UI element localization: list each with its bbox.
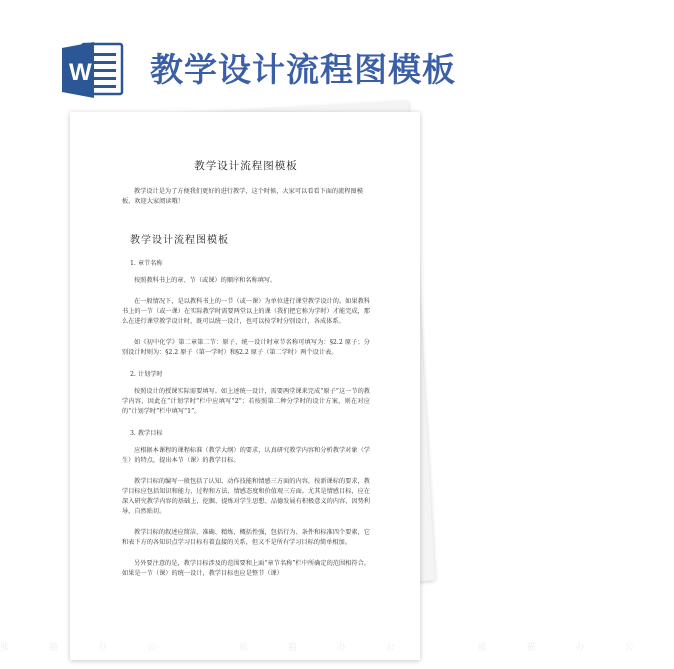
document-title: 教学设计流程图模板 [194, 160, 298, 172]
word-icon-letter: W [69, 59, 92, 86]
watermark-text: 熊猫办公 [0, 643, 197, 653]
paragraph: 教学目标的叙述应简洁、准确、精炼，概括性强，包括行为、条件和标准四个要素，它和表下方的各知识点学习目标有着直接的关系，但又不是所有学习目标的简单相加。 [122, 529, 370, 546]
section-heading-chapter-name: 1. 章节名称 [130, 260, 163, 267]
section-heading-teaching-goals: 3. 教学目标 [130, 430, 163, 437]
watermark-text: 熊猫办公 [477, 643, 674, 653]
watermark [0, 640, 674, 669]
document-page [70, 112, 420, 660]
paragraph: 按照设计的授课实际需要填写。如上述统一设计，需要两堂课来完成“原子”这一节的教学内容，因此在“计划学时”栏中应填写“2”；若按照第二种分学时的设计方案，则在对应的“计划学时”栏中填写“1”。 [122, 388, 370, 415]
paragraph: 按照教科书上的章、节（或课）的顺序和名称填写。 [134, 277, 277, 284]
paragraph: 在一般情况下，是以教科书上的一节（或一课）为单位进行课堂教学设计的。如果教科书上的一节（或一课）在实际教学时需要两堂以上的课（我们把它称为学时）才能完成，那么在进行课堂教学设计时，既可以统一设计，也可以按学时分别设计，各成体系。 [122, 298, 370, 325]
watermark-text: 熊猫办公 [238, 643, 435, 653]
paragraph: 教学目标的编写一般包括了认知、动作技能和情感三方面的内容，按新课标的要求，教学目标应包括知识和能力、过程和方法、情感态度和价值观三方面。尤其是情感目标，应在深入研究教学内容的基础上，挖掘、提炼对学生思想、品德发展有积极意义的内容，因势利导，自然贴切。 [122, 478, 370, 515]
page-title: 教学设计流程图模板 [150, 50, 456, 89]
intro-paragraph: 教学设计是为了方便我们更好的进行教学，这个时候，大家可以看看下面的流程图模板，欢迎大家阅读哦！ [122, 188, 363, 205]
paragraph: 如《初中化学》第二章第二节：原子，统一设计时章节名称可填写为：§2.2 原子；分别设计时则为：§2.2 原子（第一学时）和§2.2 原子（第二学时）两个设计表。 [122, 339, 370, 356]
document-body [122, 158, 370, 590]
document-subtitle: 教学设计流程图模板 [130, 235, 229, 246]
section-heading-planned-hours: 2. 计划学时 [130, 371, 163, 378]
paragraph: 应根据本课程的课程标准（教学大纲）的要求，认真研究教学内容和分析教学对象（学生）的特点，提出本节（课）的教学目标。 [122, 447, 370, 464]
word-document-icon [60, 36, 126, 102]
paragraph: 另外要注意的是，教学目标涉及的范围要和上面“章节名称”栏中所确定的范围相符合。如果是一节（课）的统一设计，教学目标也应是整节（课） [122, 560, 370, 577]
